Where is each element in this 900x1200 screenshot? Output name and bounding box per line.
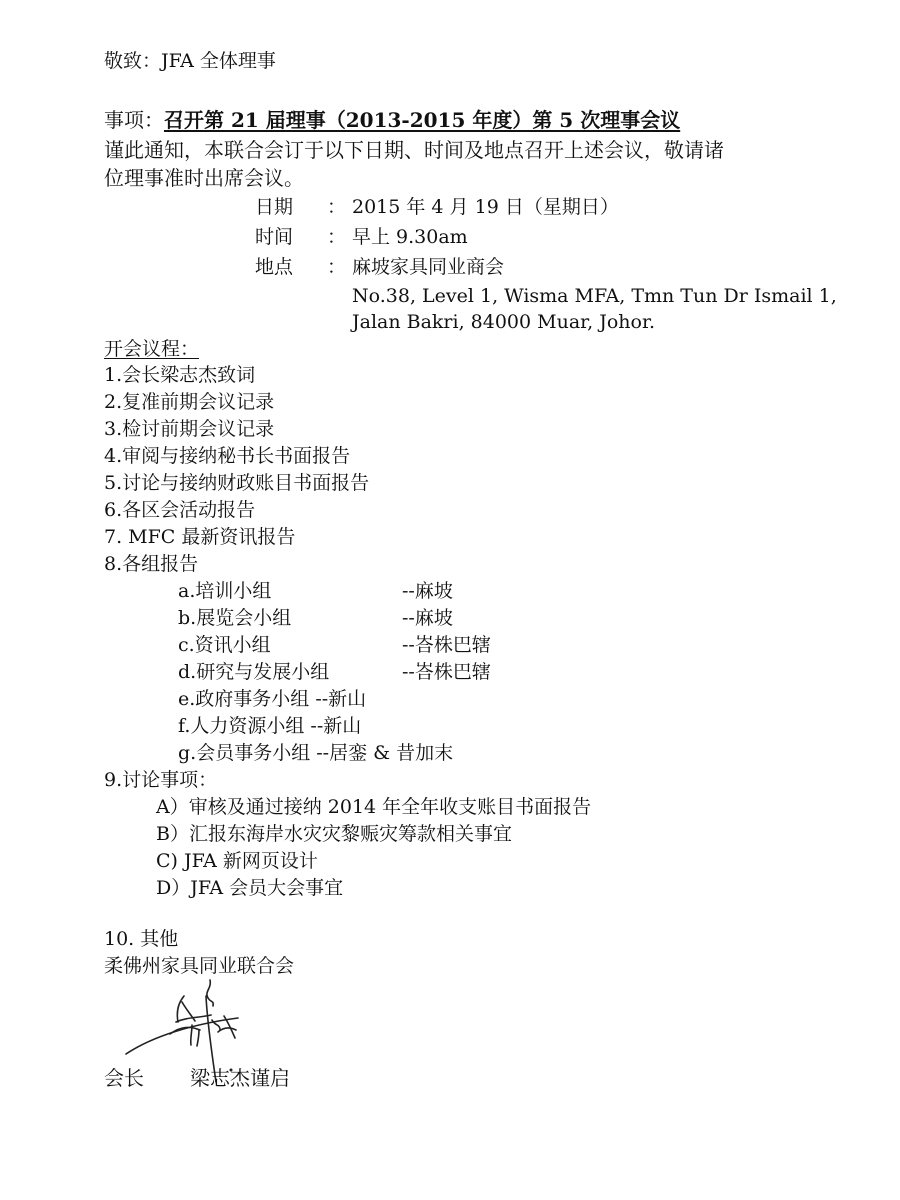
group-owner: --麻坡 xyxy=(402,607,453,629)
notice-line-2: 位理事准时出席会议。 xyxy=(104,166,304,190)
discussion-item: A）审核及通过接纳 2014 年全年收支账目书面报告 xyxy=(156,796,592,818)
time-value: 早上 9.30am xyxy=(352,226,468,248)
agenda-item: 4.审阅与接纳秘书长书面报告 xyxy=(104,445,351,467)
agenda-item: 9.讨论事项： xyxy=(104,769,218,791)
address-line-2: Jalan Bakri, 84000 Muar, Johor. xyxy=(352,311,656,333)
group-name: d.研究与发展小组 xyxy=(178,661,330,683)
group-name: c.资讯小组 xyxy=(178,634,271,656)
subject-line xyxy=(104,110,680,130)
agenda-item: 2.复准前期会议记录 xyxy=(104,391,275,413)
notice-line-1: 谨此通知，本联合会订于以下日期、时间及地点召开上述会议，敬请诸 xyxy=(104,138,724,162)
agenda-item: 3.检讨前期会议记录 xyxy=(104,418,275,440)
group-inline: e.政府事务小组 --新山 xyxy=(178,688,367,710)
discussion-item: B）汇报东海岸水灾灾黎赈灾筹款相关事宜 xyxy=(156,823,512,845)
agenda-title: 开会议程： xyxy=(104,338,200,360)
agenda-item: 1.会长梁志杰致词 xyxy=(104,364,256,386)
agenda-item: 8.各组报告 xyxy=(104,553,199,575)
group-name: a.培训小组 xyxy=(178,580,272,602)
date-value: 2015 年 4 月 19 日（星期日） xyxy=(352,196,619,218)
venue-colon: ： xyxy=(327,256,347,278)
subject-label: 事项： xyxy=(104,108,164,132)
agenda-item: 7. MFC 最新资讯报告 xyxy=(104,526,296,548)
time-label: 时间 xyxy=(255,226,294,248)
venue-label: 地点 xyxy=(255,256,294,278)
signer-role: 会长 xyxy=(104,1066,144,1090)
signer-name: 梁志杰谨启 xyxy=(190,1066,290,1090)
discussion-item: C) JFA 新网页设计 xyxy=(156,850,318,872)
address-line-1: No.38, Level 1, Wisma MFA, Tmn Tun Dr Ismail 1, xyxy=(352,285,837,307)
discussion-item: D）JFA 会员大会事宜 xyxy=(156,877,344,899)
group-owner: --麻坡 xyxy=(402,580,453,602)
agenda-item: 10. 其他 xyxy=(104,928,179,950)
agenda-item: 6.各区会活动报告 xyxy=(104,499,256,521)
association-name: 柔佛州家具同业联合会 xyxy=(104,955,295,977)
group-inline: f.人力资源小组 --新山 xyxy=(178,715,362,737)
time-colon: ： xyxy=(327,226,347,248)
recipient-line: 敬致：JFA 全体理事 xyxy=(104,50,276,72)
agenda-item: 5.讨论与接纳财政账目书面报告 xyxy=(104,472,370,494)
group-owner: --峇株巴辖 xyxy=(402,661,491,683)
venue-value: 麻坡家具同业商会 xyxy=(352,256,505,278)
date-label: 日期 xyxy=(255,196,294,218)
group-owner: --峇株巴辖 xyxy=(402,634,491,656)
group-inline: g.会员事务小组 --居銮 & 昔加末 xyxy=(178,742,454,764)
subject-title: 召开第 21 届理事（2013-2015 年度）第 5 次理事会议 xyxy=(164,108,681,132)
date-colon: ： xyxy=(327,196,347,218)
group-name: b.展览会小组 xyxy=(178,607,292,629)
